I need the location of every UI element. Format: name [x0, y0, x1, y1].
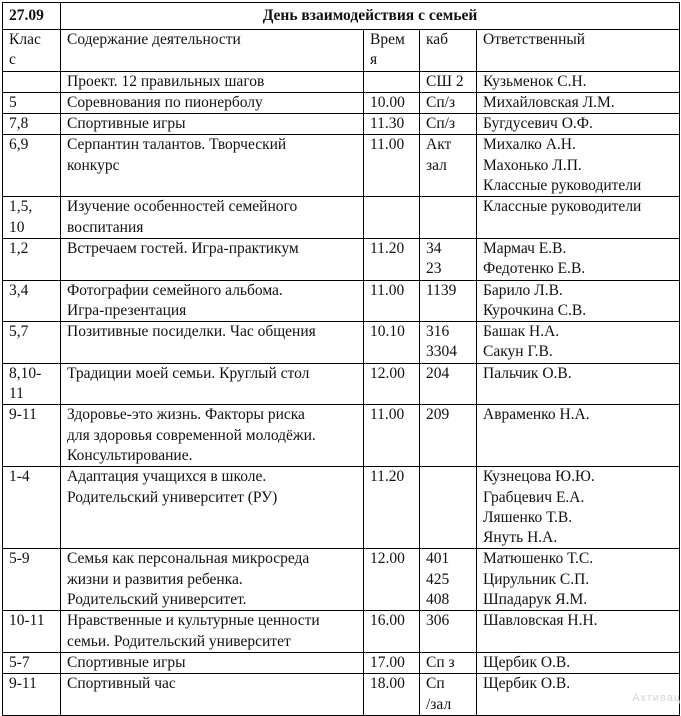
- time-text: [370, 197, 413, 217]
- cell-activity: [61, 238, 364, 280]
- room-text: 204: [426, 364, 450, 382]
- responsible-text: Мармач Е.В.: [483, 239, 567, 257]
- time-text: 12.00: [370, 364, 405, 382]
- cell-responsible: [477, 92, 680, 113]
- cell-activity: [61, 71, 364, 92]
- cell-class: [3, 549, 61, 611]
- cell-class: [3, 92, 61, 113]
- cell-responsible: [477, 467, 680, 549]
- class-text: 10-11: [9, 612, 45, 630]
- cell-time: [364, 611, 420, 653]
- room-text: 316: [426, 323, 450, 341]
- time-text: 11.30: [370, 115, 405, 133]
- title-row: [3, 3, 680, 30]
- responsible-text: Михалко А.Н.: [483, 136, 576, 154]
- room-text: Сп/з: [426, 93, 456, 111]
- family-day-schedule-table: [2, 2, 680, 716]
- cell-room: [420, 322, 477, 364]
- cell-room: [420, 135, 477, 197]
- room-text: зал: [426, 156, 447, 174]
- cell-room: [420, 92, 477, 113]
- cell-room: [420, 280, 477, 322]
- column-header-activity: [61, 30, 364, 72]
- cell-activity: [61, 674, 364, 716]
- room-text: 34: [426, 239, 442, 257]
- class-text: 5-9: [9, 550, 30, 568]
- table-row: [3, 652, 680, 673]
- cell-responsible: [477, 135, 680, 197]
- cell-time: [364, 405, 420, 467]
- cell-responsible: [477, 652, 680, 673]
- cell-room: [420, 405, 477, 467]
- room-text: 401: [426, 550, 450, 568]
- activity-text: Спортивные игры: [67, 115, 186, 133]
- time-text: 11.00: [370, 136, 405, 154]
- table-row: [3, 467, 680, 549]
- responsible-text: Кузнецова Ю.Ю.: [483, 468, 595, 486]
- time-text: 17.00: [370, 653, 405, 671]
- cell-room: [420, 71, 477, 92]
- cell-activity: [61, 135, 364, 197]
- cell-time: [364, 71, 420, 92]
- column-header-text: каб: [426, 31, 449, 48]
- responsible-text: Федотенко Е.В.: [483, 260, 586, 278]
- room-text: [426, 197, 470, 217]
- class-text: 5,7: [9, 323, 29, 341]
- cell-room: [420, 363, 477, 405]
- room-text: Акт: [426, 136, 452, 154]
- time-text: 18.00: [370, 675, 405, 693]
- activity-text: Позитивные посиделки. Час общения: [67, 323, 316, 341]
- table-row: [3, 280, 680, 322]
- table-row: [3, 238, 680, 280]
- responsible-text: Кузьменок С.Н.: [483, 72, 587, 90]
- cell-activity: [61, 114, 364, 135]
- cell-responsible: [477, 114, 680, 135]
- table-row: [3, 322, 680, 364]
- responsible-text: Пальчик О.В.: [483, 364, 572, 382]
- cell-responsible: [477, 71, 680, 92]
- activity-text: Родительский университет (РУ): [67, 488, 278, 506]
- cell-time: [364, 238, 420, 280]
- cell-activity: [61, 549, 364, 611]
- activity-text: Родительский университет.: [67, 591, 247, 609]
- cell-time: [364, 322, 420, 364]
- column-header-text: Содержание деятельности: [67, 31, 241, 48]
- activity-text: воспитания: [67, 218, 144, 236]
- cell-time: [364, 280, 420, 322]
- responsible-text: Щербик О.В.: [483, 675, 571, 693]
- responsible-text: Матюшенко Т.С.: [483, 550, 594, 568]
- cell-room: [420, 652, 477, 673]
- cell-room: [420, 197, 477, 239]
- column-header-text: я: [370, 51, 378, 69]
- cell-responsible: [477, 280, 680, 322]
- table-row: [3, 363, 680, 405]
- room-text: Сп: [426, 675, 445, 693]
- class-text: 1-4: [9, 468, 30, 486]
- responsible-text: Авраменко Н.А.: [483, 406, 590, 424]
- room-text: /зал: [426, 695, 452, 713]
- class-text: 11: [9, 385, 24, 403]
- cell-room: [420, 467, 477, 549]
- cell-class: [3, 71, 61, 92]
- activity-text: Семья как персональная микросреда: [67, 550, 310, 568]
- cell-time: [364, 92, 420, 113]
- activity-text: Изучение особенностей семейного: [67, 198, 298, 216]
- class-text: 5: [9, 93, 17, 111]
- class-text: 9-11: [9, 675, 37, 693]
- responsible-text: Барило Л.В.: [483, 281, 563, 299]
- cell-responsible: [477, 611, 680, 653]
- cell-activity: [61, 197, 364, 239]
- cell-time: [364, 135, 420, 197]
- cell-activity: [61, 467, 364, 549]
- activity-text: Спортивный час: [67, 675, 176, 693]
- class-text: 8,10-: [9, 364, 42, 382]
- cell-time: [364, 363, 420, 405]
- cell-class: [3, 135, 61, 197]
- activity-text: жизни и развития ребенка.: [67, 570, 243, 588]
- cell-activity: [61, 652, 364, 673]
- room-text: 1139: [426, 281, 457, 299]
- cell-room: [420, 238, 477, 280]
- time-text: 10.00: [370, 93, 405, 111]
- time-text: 11.00: [370, 281, 405, 299]
- column-header-row: [3, 30, 680, 72]
- cell-room: [420, 549, 477, 611]
- column-header-text: с: [9, 51, 16, 69]
- cell-time: [364, 652, 420, 673]
- cell-class: [3, 363, 61, 405]
- cell-room: [420, 674, 477, 716]
- activity-text: Консультирование.: [67, 446, 193, 464]
- table-row: [3, 114, 680, 135]
- class-text: 1,5,: [9, 198, 33, 216]
- cell-activity: [61, 405, 364, 467]
- cell-class: [3, 114, 61, 135]
- cell-class: [3, 405, 61, 467]
- column-header-class: [3, 30, 61, 72]
- cell-responsible: [477, 549, 680, 611]
- activity-text: семьи. Родительский университет: [67, 632, 291, 650]
- responsible-text: Шпадарук Я.М.: [483, 591, 588, 609]
- table-row: [3, 549, 680, 611]
- responsible-text: Щербик О.В.: [483, 653, 571, 671]
- cell-activity: [61, 611, 364, 653]
- table-title: День взаимодействия с семьей: [61, 3, 680, 30]
- time-text: [370, 72, 413, 92]
- column-header-text: Врем: [370, 31, 405, 48]
- cell-class: [3, 238, 61, 280]
- activity-text: Фотографии семейного альбома.: [67, 281, 283, 299]
- responsible-text: Курочкина С.В.: [483, 301, 587, 319]
- cell-responsible: [477, 405, 680, 467]
- cell-time: [364, 114, 420, 135]
- room-text: Сп з: [426, 653, 455, 671]
- responsible-text: Башак Н.А.: [483, 323, 560, 341]
- class-text: 3,4: [9, 281, 29, 299]
- responsible-text: Классные руководители: [483, 198, 642, 216]
- column-header-text: Клас: [9, 31, 41, 48]
- cell-time: [364, 549, 420, 611]
- responsible-text: Бугдусевич О.Ф.: [483, 115, 593, 133]
- time-text: 10.10: [370, 323, 405, 341]
- cell-activity: [61, 322, 364, 364]
- time-text: 11.20: [370, 468, 405, 486]
- cell-room: [420, 611, 477, 653]
- room-text: 209: [426, 406, 450, 424]
- column-header-room: [420, 30, 477, 72]
- activity-text: конкурс: [67, 156, 120, 174]
- column-header-time: [364, 30, 420, 72]
- class-text: 6,9: [9, 136, 29, 154]
- responsible-text: Ляшенко Т.В.: [483, 508, 573, 526]
- table-row: [3, 71, 680, 92]
- date-cell: 27.09: [3, 3, 61, 30]
- activity-text: Игра-презентация: [67, 301, 187, 319]
- activity-text: Спортивные игры: [67, 653, 186, 671]
- column-header-responsible: [477, 30, 680, 72]
- cell-class: [3, 652, 61, 673]
- room-text: 23: [426, 260, 442, 278]
- cell-class: [3, 611, 61, 653]
- responsible-text: Классные руководители: [483, 177, 642, 195]
- room-text: 306: [426, 612, 450, 630]
- cell-class: [3, 674, 61, 716]
- cell-room: [420, 114, 477, 135]
- class-text: [9, 72, 54, 92]
- responsible-text: Януть Н.А.: [483, 529, 558, 547]
- class-text: 1,2: [9, 239, 29, 257]
- cell-activity: [61, 280, 364, 322]
- responsible-text: Михайловская Л.М.: [483, 93, 615, 111]
- activation-watermark: Активац: [632, 692, 681, 704]
- room-text: [426, 467, 470, 487]
- responsible-text: Махонько Л.П.: [483, 156, 582, 174]
- room-text: Сп/з: [426, 115, 456, 133]
- time-text: 11.00: [370, 406, 405, 424]
- class-text: 7,8: [9, 115, 29, 133]
- activity-text: Традиции моей семьи. Круглый стол: [67, 364, 310, 382]
- cell-class: [3, 467, 61, 549]
- cell-time: [364, 674, 420, 716]
- time-text: 12.00: [370, 550, 405, 568]
- cell-responsible: [477, 363, 680, 405]
- table-row: [3, 405, 680, 467]
- table-row: [3, 135, 680, 197]
- cell-responsible: [477, 322, 680, 364]
- class-text: 9-11: [9, 406, 37, 424]
- responsible-text: Сакун Г.В.: [483, 343, 553, 361]
- time-text: 11.20: [370, 239, 405, 257]
- table-row: [3, 197, 680, 239]
- column-header-text: Ответственный: [483, 31, 586, 48]
- responsible-text: Цирульник С.П.: [483, 570, 590, 588]
- activity-text: Проект. 12 правильных шагов: [67, 72, 265, 90]
- table-row: [3, 92, 680, 113]
- activity-text: Соревнования по пионерболу: [67, 93, 263, 111]
- responsible-text: Шавловская Н.Н.: [483, 612, 598, 630]
- cell-class: [3, 322, 61, 364]
- cell-class: [3, 197, 61, 239]
- cell-class: [3, 280, 61, 322]
- cell-responsible: [477, 238, 680, 280]
- cell-activity: [61, 363, 364, 405]
- activity-text: Адаптация учащихся в школе.: [67, 468, 267, 486]
- room-text: СШ 2: [426, 72, 464, 90]
- cell-time: [364, 197, 420, 239]
- class-text: 5-7: [9, 653, 30, 671]
- activity-text: Серпантин талантов. Творческий: [67, 136, 287, 154]
- activity-text: для здоровья современной молодёжи.: [67, 426, 316, 444]
- responsible-text: Грабцевич Е.А.: [483, 488, 585, 506]
- cell-responsible: [477, 197, 680, 239]
- room-text: 3304: [426, 343, 457, 361]
- cell-time: [364, 467, 420, 549]
- activity-text: Нравственные и культурные ценности: [67, 612, 320, 630]
- table-row: [3, 674, 680, 716]
- room-text: 425: [426, 570, 450, 588]
- activity-text: Встречаем гостей. Игра-практикум: [67, 239, 299, 257]
- table-row: [3, 611, 680, 653]
- class-text: 10: [9, 218, 25, 236]
- time-text: 16.00: [370, 612, 405, 630]
- room-text: 408: [426, 591, 450, 609]
- cell-activity: [61, 92, 364, 113]
- activity-text: Здоровье-это жизнь. Факторы риска: [67, 406, 305, 424]
